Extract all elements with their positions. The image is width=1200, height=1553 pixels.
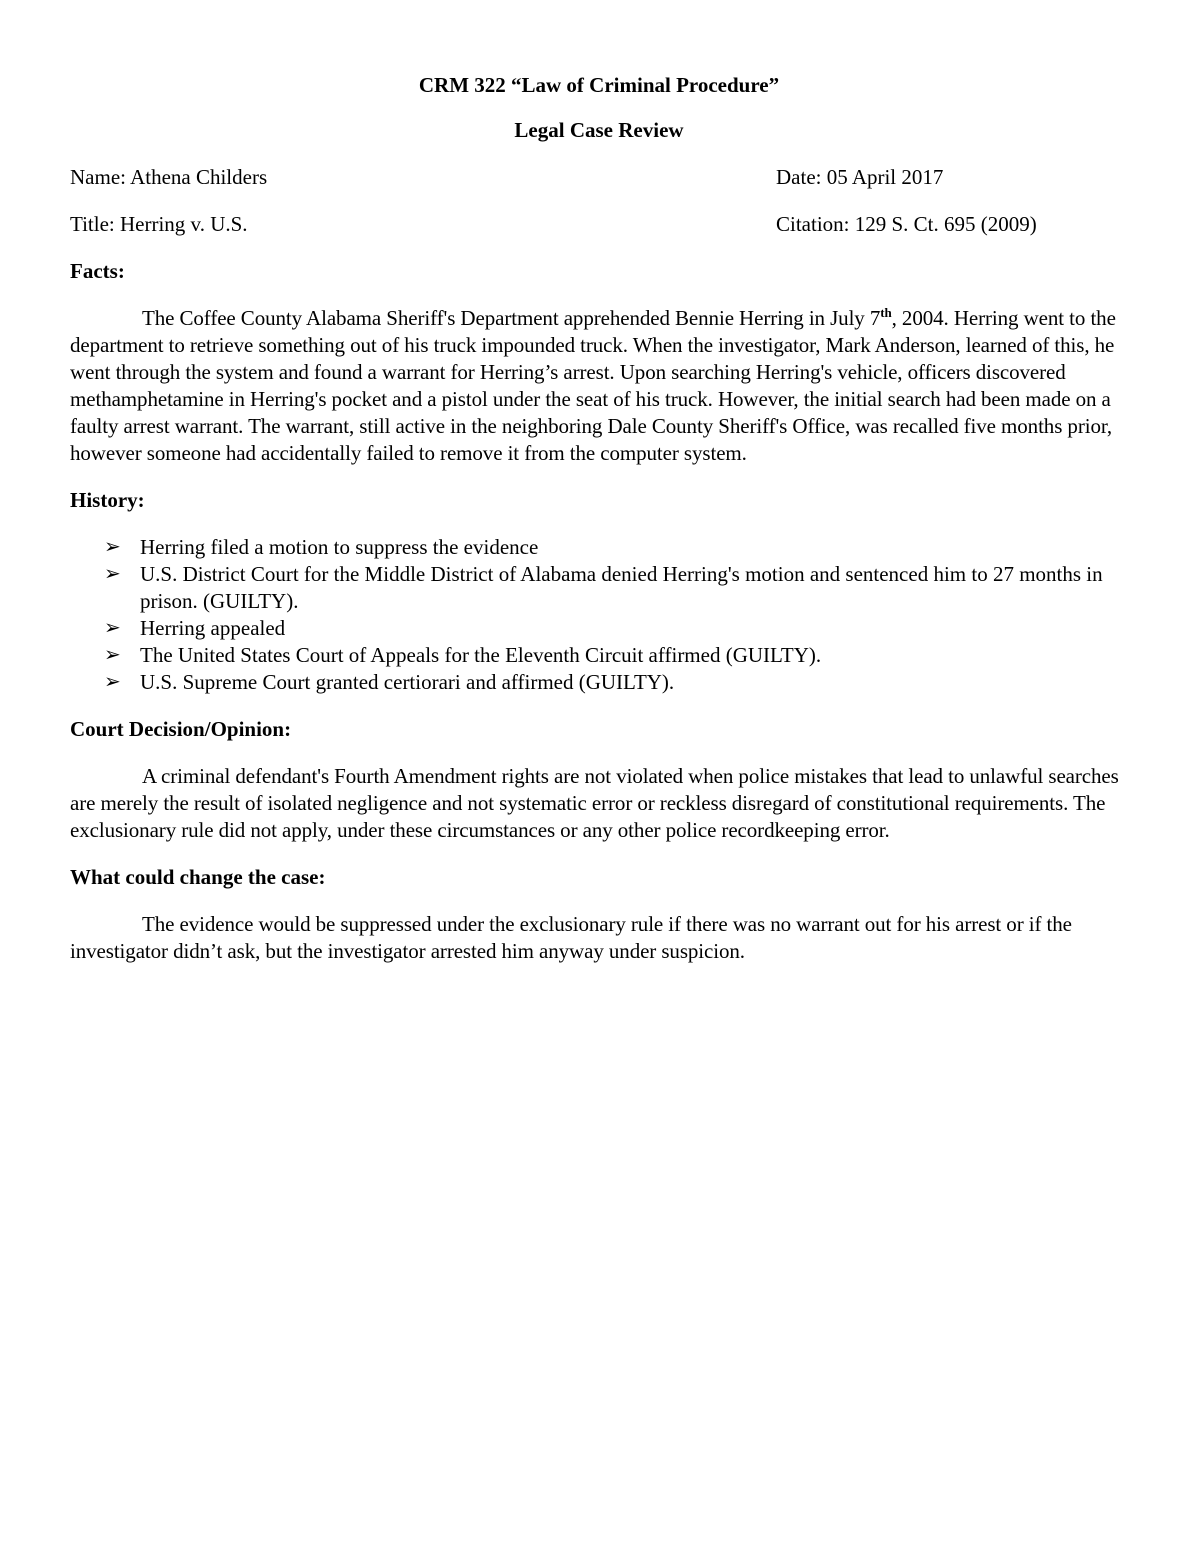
facts-paragraph <box>70 305 1128 467</box>
course-title: CRM 322 “Law of Criminal Procedure” <box>418 73 780 97</box>
facts-text-start: The Coffee County Alabama Sheriff's Department apprehended Bennie Herring in July 7 <box>142 306 881 330</box>
history-item-text: Herring appealed <box>140 616 286 640</box>
history-item-text: The United States Court of Appeals for the Eleventh Circuit affirmed (GUILTY). <box>140 643 822 667</box>
history-item-text: U.S. Supreme Court granted certiorari and affirmed (GUILTY). <box>140 670 675 694</box>
case-title: Title: Herring v. U.S. <box>70 212 248 236</box>
document-page <box>70 72 1128 985</box>
arrowhead-bullet-icon: ➢ <box>104 536 121 558</box>
meta-row-name-date <box>70 164 1128 191</box>
arrowhead-bullet-icon: ➢ <box>104 617 121 639</box>
list-item <box>70 615 1128 642</box>
student-name: Name: Athena Childers <box>70 165 268 189</box>
facts-superscript: th <box>880 305 892 320</box>
arrowhead-bullet-icon: ➢ <box>104 671 121 693</box>
list-item <box>70 561 1128 615</box>
facts-heading: Facts: <box>70 259 125 283</box>
arrowhead-bullet-icon: ➢ <box>104 563 121 585</box>
history-item-text: U.S. District Court for the Middle District of Alabama denied Herring's motion and sentenced him to 27 months in prison. (GUILTY). <box>140 562 1103 613</box>
change-paragraph: The evidence would be suppressed under the exclusionary rule if there was no warrant out for his arrest or if the investigator didn’t ask, but the investigator arrested him anyway under suspicion. <box>70 912 1072 963</box>
history-item-text: Herring filed a motion to suppress the evidence <box>140 535 539 559</box>
meta-row-title-citation <box>70 211 1128 238</box>
facts-text-end: , 2004. Herring went to the department to retrieve something out of his truck impounded truck. When the investigator, Mark Anderson, learned of this, he went through the system and found a warrant for Herring’s arrest. Upon searching Herring's vehicle, officers discovered methamphetamine in Herring's pocket and a pistol under the seat of his truck. However, the initial search had been made on a faulty arrest warrant. The warrant, still active in the neighboring Dale County Sheriff's Office, was recalled five months prior, however someone had accidentally failed to remove it from the computer system. <box>70 306 1116 465</box>
list-item <box>70 669 1128 696</box>
history-list <box>70 534 1128 696</box>
decision-heading: Court Decision/Opinion: <box>70 717 292 741</box>
list-item <box>70 642 1128 669</box>
arrowhead-bullet-icon: ➢ <box>104 644 121 666</box>
decision-paragraph: A criminal defendant's Fourth Amendment rights are not violated when police mistakes that lead to unlawful searches are merely the result of isolated negligence and not systematic error or reckless disregard of constitutional requirements. The exclusionary rule did not apply, under these circumstances or any other police recordkeeping error. <box>70 764 1119 842</box>
case-citation: Citation: 129 S. Ct. 695 (2009) <box>776 212 1037 236</box>
change-heading: What could change the case: <box>70 865 326 889</box>
document-title: Legal Case Review <box>514 118 684 142</box>
history-heading: History: <box>70 488 145 512</box>
list-item <box>70 534 1128 561</box>
document-date: Date: 05 April 2017 <box>776 165 944 189</box>
